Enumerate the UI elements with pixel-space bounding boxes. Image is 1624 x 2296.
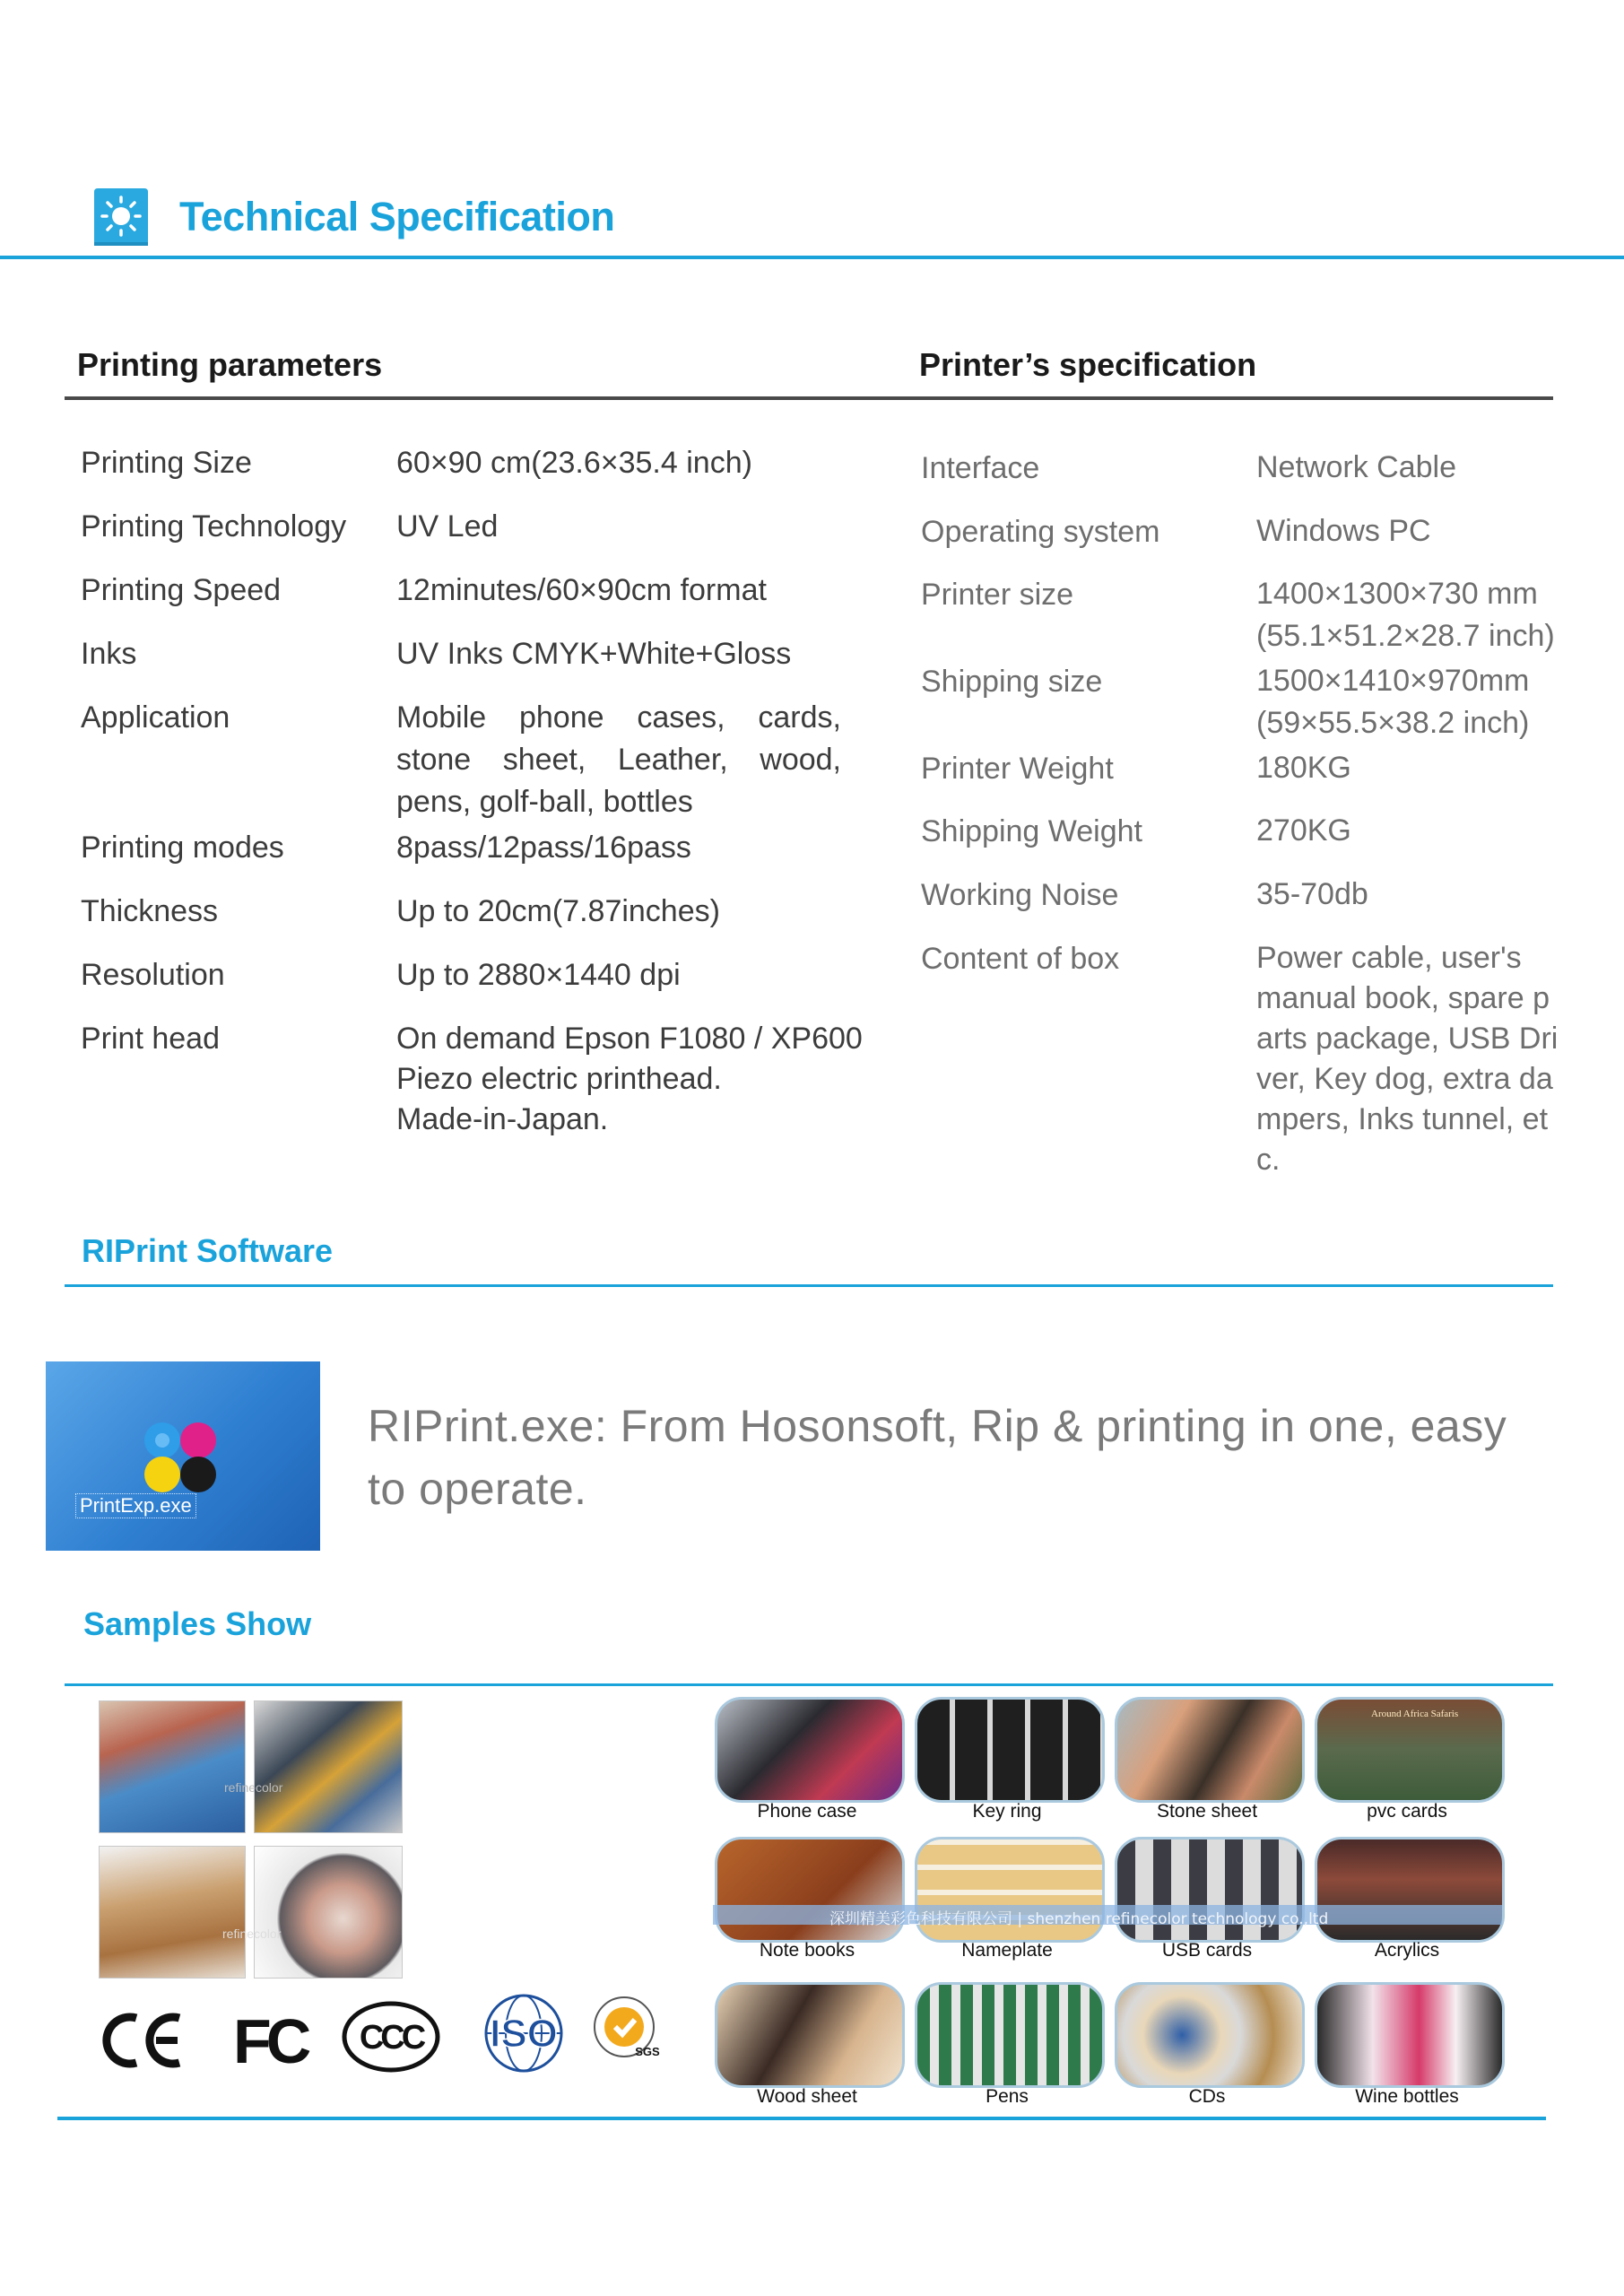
spec-value: 1500×1410×970mm [1256, 664, 1530, 698]
sample-pens [915, 1982, 1105, 2088]
spec-value: manual book, spare p [1256, 981, 1550, 1015]
spec-value: arts package, USB Dri [1256, 1022, 1559, 1056]
param-label: Thickness [81, 894, 219, 928]
param-label: Printing Technology [81, 509, 347, 544]
param-value: Mobile phone cases, cards, [396, 700, 841, 735]
param-value: Made-in-Japan. [396, 1102, 609, 1136]
param-label: Printing Size [81, 446, 252, 480]
spec-value: ver, Key dog, extra da [1256, 1062, 1553, 1096]
watermark-text: refinecolor [224, 1780, 283, 1795]
samples-grid [713, 1693, 1502, 2115]
sample-label: Wood sheet [757, 2086, 857, 2107]
pvc-card-text: Around Africa Safaris [1371, 1709, 1459, 1719]
printexp-app-icon [46, 1361, 320, 1551]
param-label: Application [81, 700, 230, 735]
sample-label: Note books [759, 1940, 855, 1961]
spec-value: c. [1256, 1143, 1281, 1177]
spec-value: 1400×1300×730 mm [1256, 577, 1538, 611]
sample-acrylics [1315, 1837, 1505, 1943]
watermark-banner-text: 深圳精美彩色科技有限公司 | shenzhen refinecolor technology co.,ltd [829, 1910, 1329, 1928]
spec-value: Power cable, user's [1256, 941, 1522, 975]
param-label: Printing modes [81, 831, 284, 865]
param-value: 60×90 cm(23.6×35.4 inch) [396, 446, 752, 480]
samples-divider [65, 1683, 1553, 1686]
spec-label: Printer size [921, 578, 1074, 612]
spec-label: Interface [921, 451, 1040, 485]
settings-sun-icon [91, 187, 152, 248]
watermark-text: refinecolor [222, 1926, 282, 1941]
riprint-title: RIPrint Software [82, 1232, 334, 1269]
header-divider [0, 256, 1624, 259]
spec-value: mpers, Inks tunnel, et [1256, 1102, 1549, 1136]
param-value: Up to 20cm(7.87inches) [396, 894, 720, 928]
param-value: On demand Epson F1080 / XP600 [396, 1022, 863, 1056]
param-label: Resolution [81, 958, 225, 992]
sample-stone-sheet [1115, 1697, 1305, 1803]
sample-wine-bottles [1315, 1982, 1505, 2088]
sample-label: Key ring [972, 1801, 1042, 1822]
param-label: Inks [81, 637, 137, 671]
sgs-mark-icon [592, 1995, 662, 2063]
param-value: Piezo electric printhead. [396, 1062, 722, 1096]
page-title: Technical Specification [179, 194, 615, 239]
printing-parameters-title: Printing parameters [77, 346, 383, 383]
watermark-banner [713, 1905, 1502, 1928]
ccc-mark-icon [341, 2000, 441, 2074]
spec-value: Network Cable [1256, 450, 1456, 484]
sample-wood-sheet [715, 1982, 905, 2088]
param-value: UV Led [396, 509, 499, 544]
spec-label: Operating system [921, 515, 1160, 549]
sample-photo-cards [99, 1700, 246, 1833]
bottom-divider [57, 2117, 1546, 2120]
riprint-description: RIPrint.exe: From Hosonsoft, Rip & printing in one, easy to operate. [368, 1401, 1507, 1514]
sample-label: Pens [986, 2086, 1029, 2107]
spec-label: Shipping Weight [921, 814, 1142, 848]
spec-label: Working Noise [921, 878, 1119, 912]
sample-key-ring [915, 1697, 1105, 1803]
param-label: Printing Speed [81, 573, 282, 607]
spec-value: (59×55.5×38.2 inch) [1256, 706, 1530, 740]
riprint-image-label: PrintExp.exe [75, 1493, 196, 1518]
samples-title: Samples Show [83, 1605, 312, 1642]
param-value: stone sheet, Leather, wood, [396, 743, 841, 777]
sample-label: Acrylics [1374, 1940, 1440, 1961]
sample-label: Wine bottles [1355, 2086, 1459, 2107]
sample-cds [1115, 1982, 1305, 2088]
sample-label: Stone sheet [1156, 1801, 1258, 1822]
riprint-divider [65, 1284, 1553, 1287]
spec-label: Shipping size [921, 665, 1103, 699]
param-value: 12minutes/60×90cm format [396, 573, 767, 607]
sample-label: USB cards [1161, 1940, 1253, 1961]
sample-phone-case [715, 1697, 905, 1803]
spec-value: Windows PC [1256, 514, 1431, 548]
printer-specification-title: Printer’s specification [919, 346, 1257, 383]
iso-mark-icon [475, 1993, 572, 2074]
spec-value: 180KG [1256, 751, 1351, 785]
spec-divider [65, 396, 1553, 400]
sample-label: Phone case [757, 1801, 857, 1822]
spec-label: Printer Weight [921, 752, 1114, 786]
sample-label: pvc cards [1367, 1801, 1447, 1822]
param-label: Print head [81, 1022, 220, 1056]
param-value: 8pass/12pass/16pass [396, 831, 691, 865]
svg-text:ISO: ISO [490, 2012, 558, 2056]
sample-label: CDs [1188, 2086, 1226, 2107]
spec-value: 35-70db [1256, 877, 1368, 911]
sample-pvc-cards [1315, 1697, 1505, 1803]
sample-photo-mousepad [254, 1846, 403, 1979]
ce-mark-icon [100, 2009, 187, 2072]
param-value: pens, golf-ball, bottles [396, 785, 693, 819]
fc-mark-icon: FC [233, 2006, 307, 2076]
sample-photo-wood-box [99, 1846, 246, 1979]
spec-label: Content of box [921, 942, 1120, 976]
param-value: Up to 2880×1440 dpi [396, 958, 681, 992]
svg-text:CCC: CCC [359, 2019, 423, 2057]
svg-text:SGS: SGS [635, 2045, 660, 2058]
sample-label: Nameplate [961, 1940, 1053, 1961]
riprint-app-image [46, 1361, 320, 1551]
param-value: UV Inks CMYK+White+Gloss [396, 637, 792, 671]
spec-value: 270KG [1256, 813, 1351, 848]
spec-value: (55.1×51.2×28.7 inch) [1256, 619, 1555, 653]
sample-photo-phone-cases [254, 1700, 403, 1833]
